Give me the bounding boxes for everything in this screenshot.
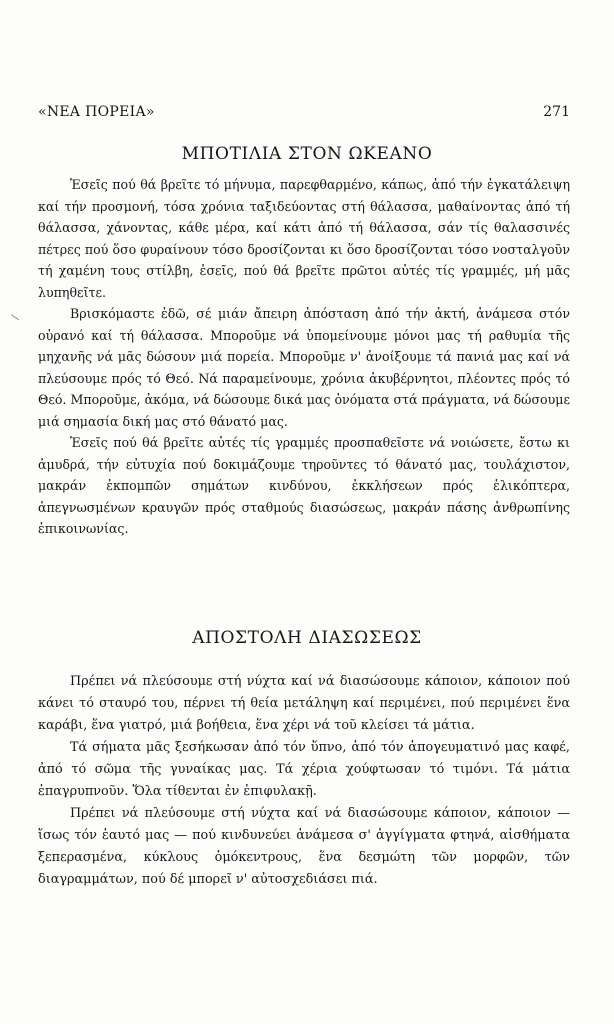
paragraph: Βρισκόμαστε ἐδῶ, σέ μιάν ἄπειρη ἀπόσταση ἀπό τήν ἀκτή, ἀνάμεσα στόν οὐρανό καί τή θάλασσα. Μποροῦμε νά ὑπομείνουμε μόνοι μας τή ραθυμία τῆς μηχανῆς νά μᾶς δώσουν μιά πορεία. Μποροῦμε ν' ἀνοίξουμε τά πανιά μας καί νά πλεύσουμε πρός τό Θεό. Νά παραμείνουμε, χρόνια ἀκυβέρνητοι, πλέοντες πρός τό Θεό. Μποροῦμε, ἀκόμα, νά δώσουμε δικά μας ὀνόματα στά πράγματα, νά δώσουμε μιά σημασία δική μας στό θάνατό μας.: [38, 306, 570, 429]
journal-title: «ΝΕΑ ΠΟΡΕΙΑ»: [38, 104, 155, 120]
paragraph: Ἐσεῖς πού θά βρεῖτε αὐτές τίς γραμμές προσπαθεῖστε νά νοιώσετε, ἔστω κι ἀμυδρά, τήν εὐτυχία πού δοκιμάζουμε τηροῦντες τό θάνατό μας, τουλάχιστον, μακράν ἐκπομπῶν σημάτων κινδύνου, ἐκκλήσεων πρός ἑλικόπτερα, ἀπεγνωσμένων κραυγῶν πρός σταθμούς διασώσεως, μακράν πάσης ἀνθρωπίνης ἐπικοινωνίας.: [38, 435, 570, 536]
section-body: [38, 174, 570, 540]
running-head: [38, 104, 570, 120]
section-body: [38, 671, 570, 891]
margin-mark: [6, 314, 19, 327]
paragraph: Πρέπει νά πλεύσουμε στή νύχτα καί νά διασώσουμε κάποιον, κάποιον — ἴσως τόν ἑαυτό μας — πού κινδυνεύει ἀνάμεσα σ' ἀγγίγματα φτηνά, αἰσθήματα ξεπερασμένα, κύκλους ὁμόκεντρους, ἕνα δεσμώτη τῶν μορφῶν, τῶν διαγραμμάτων, πού δέ μπορεῖ ν' αὐτοσχεδιάσει πιά.: [38, 806, 570, 887]
paragraph: Ἐσεῖς πού θά βρεῖτε τό μήνυμα, παρεφθαρμένο, κάπως, ἀπό τήν ἐγκατάλειψη καί τήν προσμονή, τόσα χρόνια ταξιδεύοντας στή θάλασσα, μαθαίνοντας ἀπό τή θάλασσα, χάνοντας, κάθε μέρα, καί κάτι ἀπό τή θάλασσα, σάν τίς θαλασσινές πέτρες πού ὅσο φυραίνουν τόσο δροσίζονται κι ὅσο δροσίζονται τόσο νοσταλγοῦν τή χαμένη τους στίλβη, ἐσεῖς, πού θά βρεῖτε πρῶτοι αὐτές τίς γραμμές, μή μᾶς λυπηθεῖτε.: [38, 177, 570, 300]
section-title: ΜΠΟΤΙΛΙΑ ΣΤΟΝ ΩΚΕΑΝΟ: [181, 144, 433, 164]
paragraph: Πρέπει νά πλεύσουμε στή νύχτα καί νά διασώσουμε κάποιον, κάποιον πού κάνει τό σταυρό του, πέρνει τή θεία μετάληψη καί περιμένει, πού περιμένει ἕνα καράβι, ἕνα γιατρό, μιά βοήθεια, ἕνα χέρι νά τοῦ κλείσει τά μάτια.: [38, 674, 570, 733]
page-number: 271: [543, 104, 570, 120]
section-title: ΑΠΟΣΤΟΛΗ ΔΙΑΣΩΣΕΩΣ: [192, 628, 422, 648]
paragraph: Τά σήματα μᾶς ξεσήκωσαν ἀπό τόν ὕπνο, ἀπό τόν ἀπογευματινό μας καφέ, ἀπό τό σῶμα τῆς γυναίκας μας. Τά χέρια χούφτωσαν τό τιμόνι. Τά μάτια ἐπαγρυπνοῦν. Ὅλα τίθενται ἐν ἐπιφυλακῇ.: [38, 740, 570, 799]
